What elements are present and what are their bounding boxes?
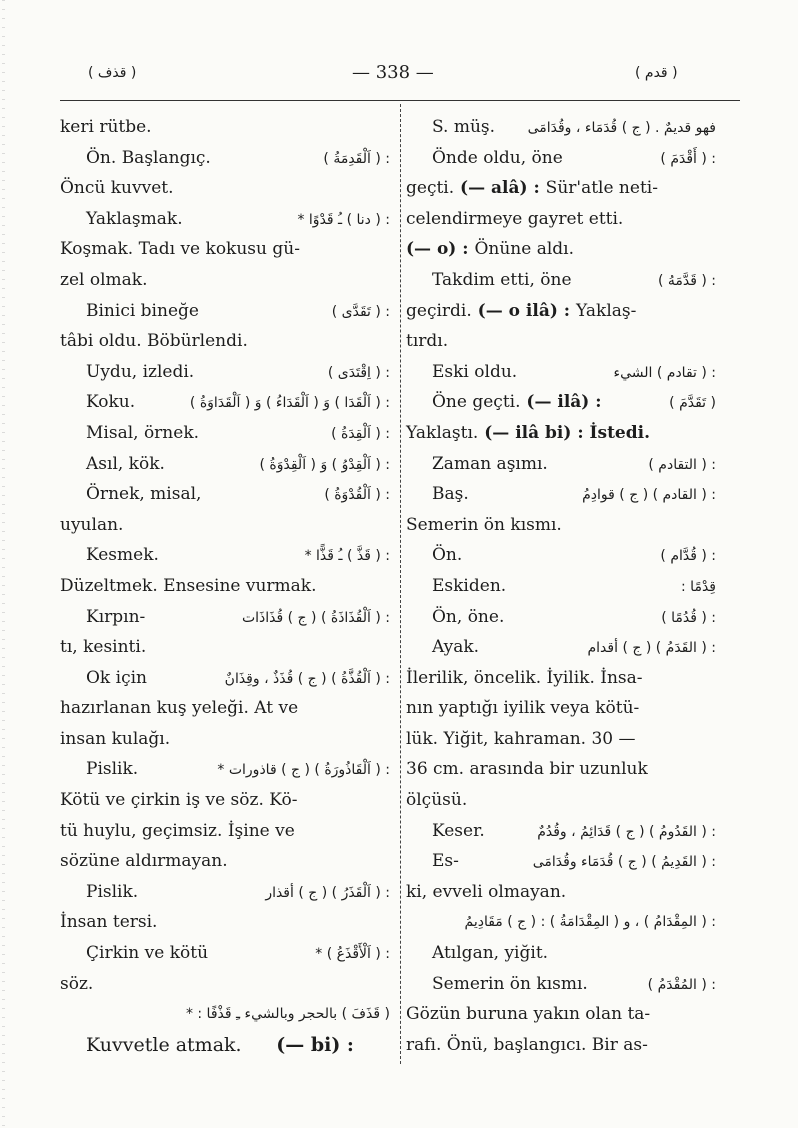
header-left-keyword: ( قذف ) [88,65,137,81]
right-column-line [406,387,716,418]
left-column-line [60,173,390,204]
entry-text: Yaklaşmak. [86,208,183,229]
entry-bold-text: (— alâ) : [454,178,546,199]
arabic-headword: : ( اَلْقَذَرُ ) ( ج ) أقذار [265,884,390,901]
entry-text: geçirdi. [406,300,472,321]
right-column-line [406,112,716,143]
left-column-line [60,632,390,663]
left-column-line [60,663,390,694]
right-column-line [406,418,716,449]
right-column-line [406,602,716,633]
left-column-line [60,816,390,847]
entry-text: Atılgan, yiğit. [432,943,549,964]
entry-text: Örnek, misal, [86,484,202,505]
scan-edge [2,0,5,1128]
arabic-headword: : ( قَدَّمَهُ ) [657,272,716,289]
right-column-line [406,663,716,694]
arabic-headword: : ( اَلْقُذَّةُ ) ( ج ) قُذَذٌ ، وقِذَانٌ [224,670,390,687]
right-column-line [406,938,716,969]
arabic-headword: : ( اَلْقِدَةُ ) [331,425,390,442]
entry-text: ki, evveli olmayan. [406,881,567,902]
entry-text: Kötü ve çirkin iş ve söz. Kö- [60,790,298,811]
arabic-headword: : ( القَدِيمُ ) ( ج ) قُدَمَاء وقُدَامَى [532,854,716,871]
right-column-line [406,540,716,571]
entry-text: Es- [432,851,459,872]
entry-text: Gözün buruna yakın olan ta- [406,1004,651,1025]
left-column-line [60,724,390,755]
entry-text: tâbi oldu. Böbürlendi. [60,331,248,352]
left-column-line [60,693,390,724]
entry-text: rafı. Önü, başlangıcı. Bir as- [406,1034,648,1055]
entry-text: keri rütbe. [60,117,152,137]
left-column-line [60,204,390,235]
left-column-line [60,846,390,877]
entry-bold-text: (— o ilâ) : [471,300,576,321]
right-column-line [406,449,716,480]
right-column [406,112,716,1060]
entry-text: Semerin ön kısmı. [432,973,588,994]
entry-bold-text: (— ilâ) : [520,392,602,413]
entry-text: hazırlanan kuş yeleği. At ve [60,698,299,719]
entry-text: Ön. [432,545,463,566]
entry-text: Binici bineğe [86,300,199,321]
right-column-line [406,846,716,877]
header-rule [60,100,740,101]
entry-text: Pislik. [86,759,139,780]
entry-text: Kuvvetle atmak. [86,1033,242,1056]
left-column [60,112,390,1060]
entry-text: Semerin ön kısmı. [406,514,562,535]
right-column-line [406,969,716,1000]
right-column-line [406,173,716,204]
arabic-headword: : ( قُدَّام ) [660,548,716,565]
right-column-line [406,265,716,296]
arabic-headword: : ( القادم ) ( ج ) قوادِمُ [582,487,716,504]
entry-text: S. müş. [432,117,496,137]
left-column-line [60,571,390,602]
entry-text: Önde oldu, öne [432,147,563,168]
entry-text: Ok için [86,667,147,688]
entry-text: Asıl, kök. [86,453,165,474]
entry-text: Baş. [432,484,469,505]
entry-text: Yaklaştı. [406,422,479,443]
arabic-headword: ( قَذَفَ ) بالحجر وبالشيء ـِ قَذْفًا : * [185,1006,390,1023]
entry-text: Ayak. [432,637,480,658]
left-column-line [60,785,390,816]
right-column-line [406,877,716,908]
entry-text: insan kulağı. [60,728,171,749]
arabic-headword: : ( دنا ) ـُ قَدْوًا * [297,211,390,228]
arabic-headword: : ( تَقَدَّى ) [331,303,390,320]
right-column-line [406,999,716,1030]
entry-text: İlerilik, öncelik. İyilik. İnsa- [406,667,643,688]
arabic-headword: : ( تقادم ) الشيء [613,364,716,381]
arabic-headword: : ( اَلْقُذَاذَةُ ) ( ج ) قُذَاذَات [241,609,390,626]
right-column-line [406,510,716,541]
left-column-line [60,326,390,357]
entry-text: Takdim etti, öne [432,269,572,290]
arabic-headword: : ( اَلْقَدِمَةُ ) [323,150,390,167]
arabic-headword: فهو قديمٌ . ( ج ) قُدَمَاء ، وقُدَامَى [527,120,716,136]
entry-text: zel olmak. [60,269,148,290]
entry-text: geçti. [406,178,455,199]
arabic-headword: ( تَقَدَّمَ ) [669,395,716,412]
right-column-line [406,1030,716,1061]
right-column-line [406,234,716,265]
entry-rest-text: Yaklaş- [576,300,637,321]
left-column-line [60,387,390,418]
entry-text: uyulan. [60,514,124,535]
right-column-line [406,479,716,510]
left-column-line [60,479,390,510]
arabic-headword: قِدْمًا : [681,578,716,595]
arabic-headword: : ( اَلْقَدَا ) وَ ( اَلْقَدَاءُ ) وَ ( اَلْقَدَاوَةُ ) [189,395,390,412]
arabic-headword: : ( قَذَّ ) ـُ قَذًّا * [304,548,390,565]
right-column-line [406,754,716,785]
entry-text: Kırpın- [86,606,146,627]
left-column-line [60,265,390,296]
left-column-line [60,449,390,480]
right-column-line [406,326,716,357]
arabic-headword: : ( القَدَمُ ) ( ج ) أقدام [587,640,716,657]
right-column-line [406,907,716,938]
entry-text: Koku. [86,392,136,413]
arabic-headword: : ( المِقْدَامُ ) ، و ( المِقْدَامَةُ ) : ( ج ) مَقَادِيمُ [464,914,716,931]
entry-text: tü huylu, geçimsiz. İşine ve [60,820,295,841]
entry-text: Eskiden. [432,575,507,596]
left-column-line [60,877,390,908]
left-column-line [60,234,390,265]
entry-text: Koşmak. Tadı ve kokusu gü- [60,239,300,260]
arabic-headword: : ( اَلْقَاذُورَةُ ) ( ج ) قاذورات * [217,762,390,779]
entry-bold-text: (— bi) : [269,1033,354,1056]
left-column-line [60,112,390,143]
right-column-line [406,143,716,174]
page-number: — 338 — [352,62,434,83]
entry-bold-text: (— ilâ bi) : İstedi. [478,422,650,443]
entry-text: Kesmek. [86,545,159,566]
arabic-headword: : ( القَدُومُ ) ( ج ) قَدَائِمُ ، وقُدُمٌ [537,823,716,840]
arabic-headword: : ( اَلْقِدْوُ ) وَ ( اَلْقِدْوَةُ ) [259,456,390,473]
arabic-headword: : ( المُقْدَمُ ) [647,976,716,993]
right-column-line [406,571,716,602]
entry-bold-text: (— o) : [406,239,475,260]
entry-text: Öne geçti. [432,392,521,413]
entry-text: Misal, örnek. [86,422,200,443]
entry-text: sözüne aldırmayan. [60,851,228,872]
left-column-line [60,357,390,388]
entry-text: Çirkin ve kötü [86,943,209,964]
right-column-line [406,816,716,847]
entry-text: söz. [60,973,94,994]
left-column-line [60,969,390,1000]
arabic-headword: : ( قُدُمًا ) [661,609,716,626]
arabic-headword: : ( اَلْقُدْوَةُ ) [324,487,390,504]
entry-text: tı, kesinti. [60,637,147,658]
left-column-line [60,296,390,327]
arabic-headword: : ( أَقْدَمَ ) [660,150,716,167]
entry-text: Keser. [432,820,485,841]
entry-text: nın yaptığı iyilik veya kötü- [406,698,640,719]
left-column-line [60,143,390,174]
entry-rest-text: Önüne aldı. [474,239,575,260]
left-column-line [60,938,390,969]
right-column-line [406,296,716,327]
left-column-line [60,1030,390,1061]
left-column-line [60,907,390,938]
entry-text: Öncü kuvvet. [60,178,174,199]
arabic-headword: : ( اَلْأَقْذَعُ ) * [315,946,390,963]
right-column-line [406,357,716,388]
arabic-headword: : ( اِقْتَدَى ) [327,364,390,381]
entry-text: ölçüsü. [406,790,468,811]
header-right-keyword: ( قدم ) [635,65,678,81]
entry-text: Zaman aşımı. [432,453,548,474]
arabic-headword: : ( التقادم ) [648,456,716,473]
right-column-line [406,693,716,724]
left-column-line [60,540,390,571]
left-column-line [60,602,390,633]
entry-text: 36 cm. arasında bir uzunluk [406,759,648,780]
right-column-line [406,724,716,755]
entry-text: Eski oldu. [432,361,518,382]
left-column-line [60,418,390,449]
entry-text: tırdı. [406,331,449,352]
entry-text: İnsan tersi. [60,912,158,933]
entry-text: Ön. Başlangıç. [86,147,211,168]
right-column-line [406,204,716,235]
left-column-line [60,754,390,785]
column-divider [400,104,401,1064]
entry-text: Düzeltmek. Ensesine vurmak. [60,575,317,596]
right-column-line [406,632,716,663]
right-column-line [406,785,716,816]
entry-text: Uydu, izledi. [86,361,195,382]
entry-rest-text: Sür'atle neti- [545,178,658,199]
entry-text: celendirmeye gayret etti. [406,208,624,229]
entry-text: Pislik. [86,881,139,902]
left-column-line [60,510,390,541]
entry-text: lük. Yiğit, kahraman. 30 — [406,728,636,749]
entry-text: Ön, öne. [432,606,505,627]
left-column-line [60,999,390,1030]
